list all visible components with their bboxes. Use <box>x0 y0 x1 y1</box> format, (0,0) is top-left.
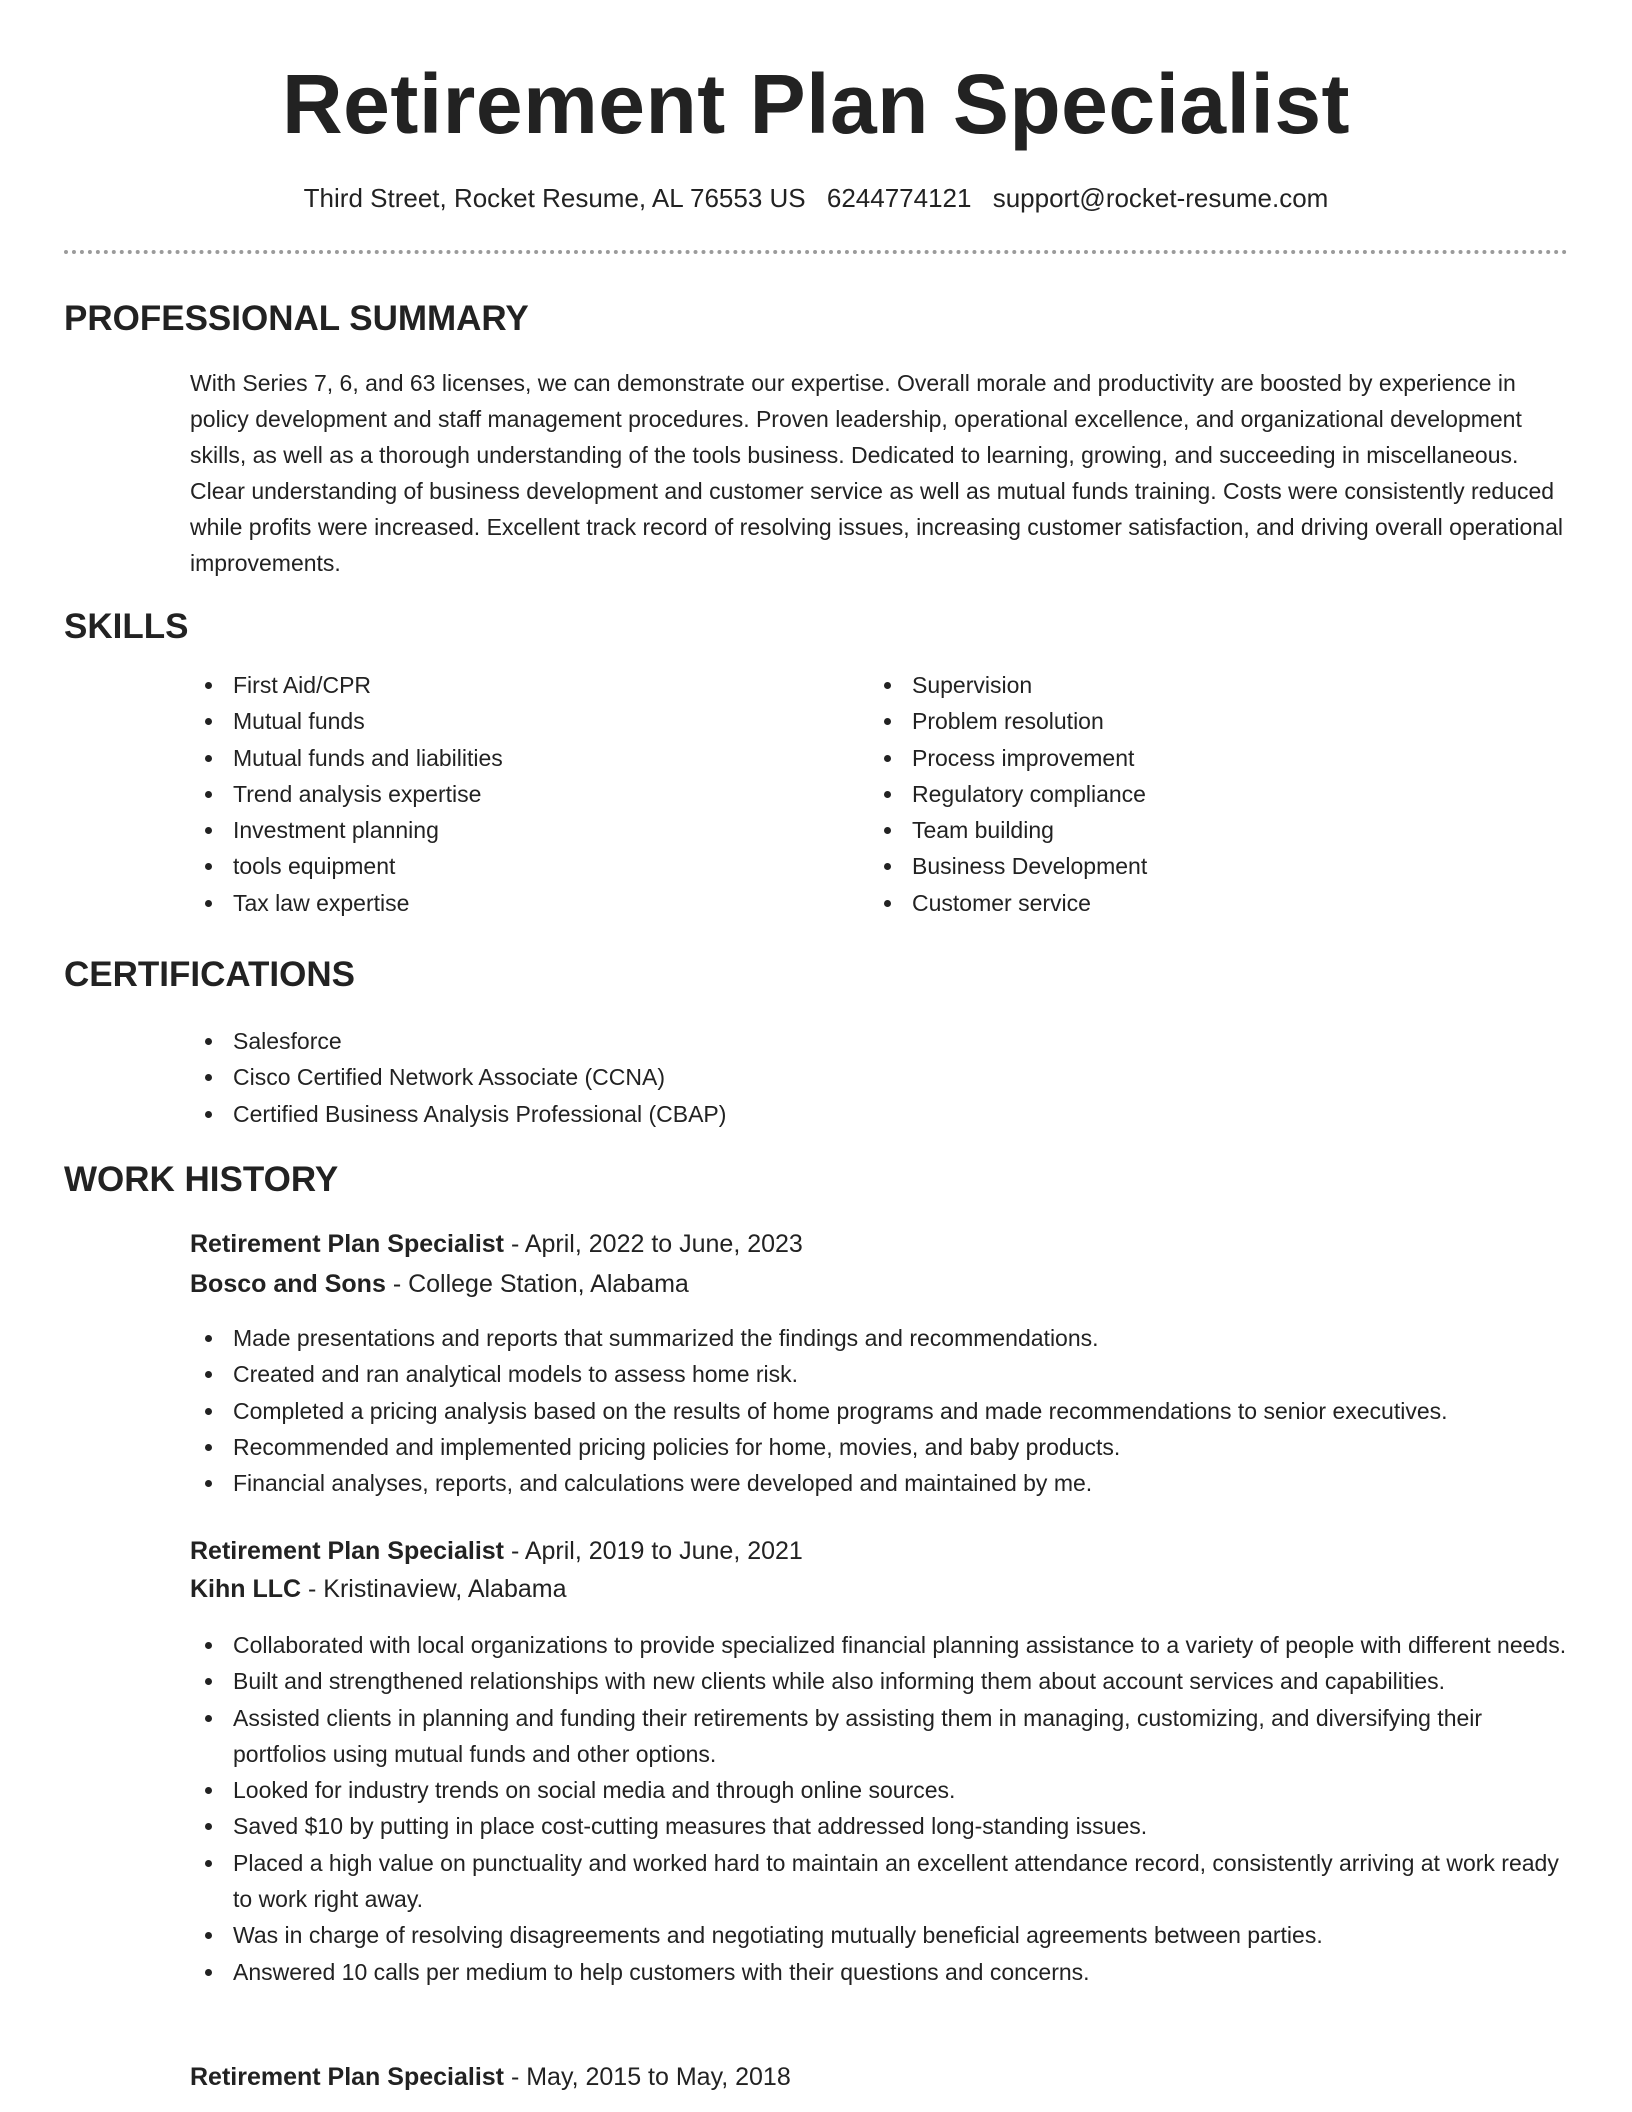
job-bullet: Saved $10 by putting in place cost-cutting measures that addressed long-standing issues. <box>190 1808 1580 1844</box>
job-company-line <box>190 1265 689 1303</box>
job-company: Bosco and Sons <box>190 1270 386 1298</box>
certifications-list <box>190 1023 1570 1132</box>
job-bullet: Completed a pricing analysis based on the results of home programs and made recommendations to senior executives. <box>190 1393 1580 1429</box>
job-bullets <box>190 1627 1580 1990</box>
skill-item: First Aid/CPR <box>190 667 830 703</box>
skill-item: Trend analysis expertise <box>190 776 830 812</box>
job-role: Retirement Plan Specialist <box>190 2063 505 2091</box>
skills-heading: SKILLS <box>64 607 189 646</box>
job-bullet: Collaborated with local organizations to provide specialized financial planning assistance to a variety of people with different needs. <box>190 1627 1580 1663</box>
job-bullet: Looked for industry trends on social media and through online sources. <box>190 1772 1580 1808</box>
skill-item: Investment planning <box>190 812 830 848</box>
job-title-line <box>190 2058 791 2096</box>
summary-heading: PROFESSIONAL SUMMARY <box>64 299 529 338</box>
certification-item: Certified Business Analysis Professional (CBAP) <box>190 1096 1570 1132</box>
job-bullet: Built and strengthened relationships with new clients while also informing them about account services and capabilities. <box>190 1663 1580 1699</box>
work-history-heading: WORK HISTORY <box>64 1160 339 1199</box>
summary-text: With Series 7, 6, and 63 licenses, we can demonstrate our expertise. Overall morale and productivity are boosted by experience in policy development and staff management procedures. Proven leadership, operational excellence, and organizational development skills, as well as a thorough understanding of the tools business. Dedicated to learning, growing, and succeeding in miscellaneous. Clear understanding of business development and customer service as well as mutual funds training. Costs were consistently reduced while profits were increased. Excellent track record of resolving issues, increasing customer satisfaction, and driving overall operational improvements. <box>190 370 1563 576</box>
job-bullet: Financial analyses, reports, and calculations were developed and maintained by me. <box>190 1465 1580 1501</box>
job-bullet: Recommended and implemented pricing policies for home, movies, and baby products. <box>190 1429 1580 1465</box>
job-title-line <box>190 1532 803 1570</box>
job-bullets <box>190 1320 1580 1501</box>
job-bullet: Assisted clients in planning and funding their retirements by assisting them in managing, customizing, and diversifying their portfolios using mutual funds and other options. <box>190 1700 1580 1773</box>
skills-list-right <box>869 667 1549 921</box>
job-role: Retirement Plan Specialist <box>190 1537 505 1565</box>
job-bullet: Made presentations and reports that summarized the findings and recommendations. <box>190 1320 1580 1356</box>
skills-list-left <box>190 667 830 921</box>
contact-email[interactable]: support@rocket-resume.com <box>992 183 1329 213</box>
contact-phone: 6244774121 <box>826 183 972 213</box>
job-dates: - April, 2019 to June, 2021 <box>504 1537 803 1565</box>
skill-item: Process improvement <box>869 740 1549 776</box>
job-dates: - May, 2015 to May, 2018 <box>504 2063 791 2091</box>
certification-item: Cisco Certified Network Associate (CCNA) <box>190 1059 1570 1095</box>
skill-item: Supervision <box>869 667 1549 703</box>
skill-item: Tax law expertise <box>190 885 830 921</box>
job-role: Retirement Plan Specialist <box>190 1230 505 1258</box>
job-location: - Kristinaview, Alabama <box>301 1575 567 1603</box>
skill-item: Business Development <box>869 848 1549 884</box>
contact-address: Third Street, Rocket Resume, AL 76553 US <box>303 183 806 213</box>
job-company: Kihn LLC <box>190 1575 302 1603</box>
skill-item: Problem resolution <box>869 703 1549 739</box>
job-company-line <box>190 1570 567 1608</box>
skill-item: Team building <box>869 812 1549 848</box>
job-dates: - April, 2022 to June, 2023 <box>504 1230 803 1258</box>
skill-item: Customer service <box>869 885 1549 921</box>
certifications-heading: CERTIFICATIONS <box>64 955 356 994</box>
job-bullet: Created and ran analytical models to assess home risk. <box>190 1356 1580 1392</box>
job-location: - College Station, Alabama <box>385 1270 689 1298</box>
certification-item: Salesforce <box>190 1023 1570 1059</box>
job-title-line <box>190 1225 803 1263</box>
resume-name: Retirement Plan Specialist <box>281 57 1351 151</box>
skill-item: Mutual funds and liabilities <box>190 740 830 776</box>
job-bullet: Placed a high value on punctuality and worked hard to maintain an excellent attendance record, consistently arriving at work ready to work right away. <box>190 1845 1580 1918</box>
job-bullet: Answered 10 calls per medium to help customers with their questions and concerns. <box>190 1954 1580 1990</box>
job-bullet: Was in charge of resolving disagreements and negotiating mutually beneficial agreements between parties. <box>190 1917 1580 1953</box>
contact-line <box>0 180 1632 216</box>
skill-item: tools equipment <box>190 848 830 884</box>
header-divider <box>64 250 1568 254</box>
skill-item: Regulatory compliance <box>869 776 1549 812</box>
skill-item: Mutual funds <box>190 703 830 739</box>
